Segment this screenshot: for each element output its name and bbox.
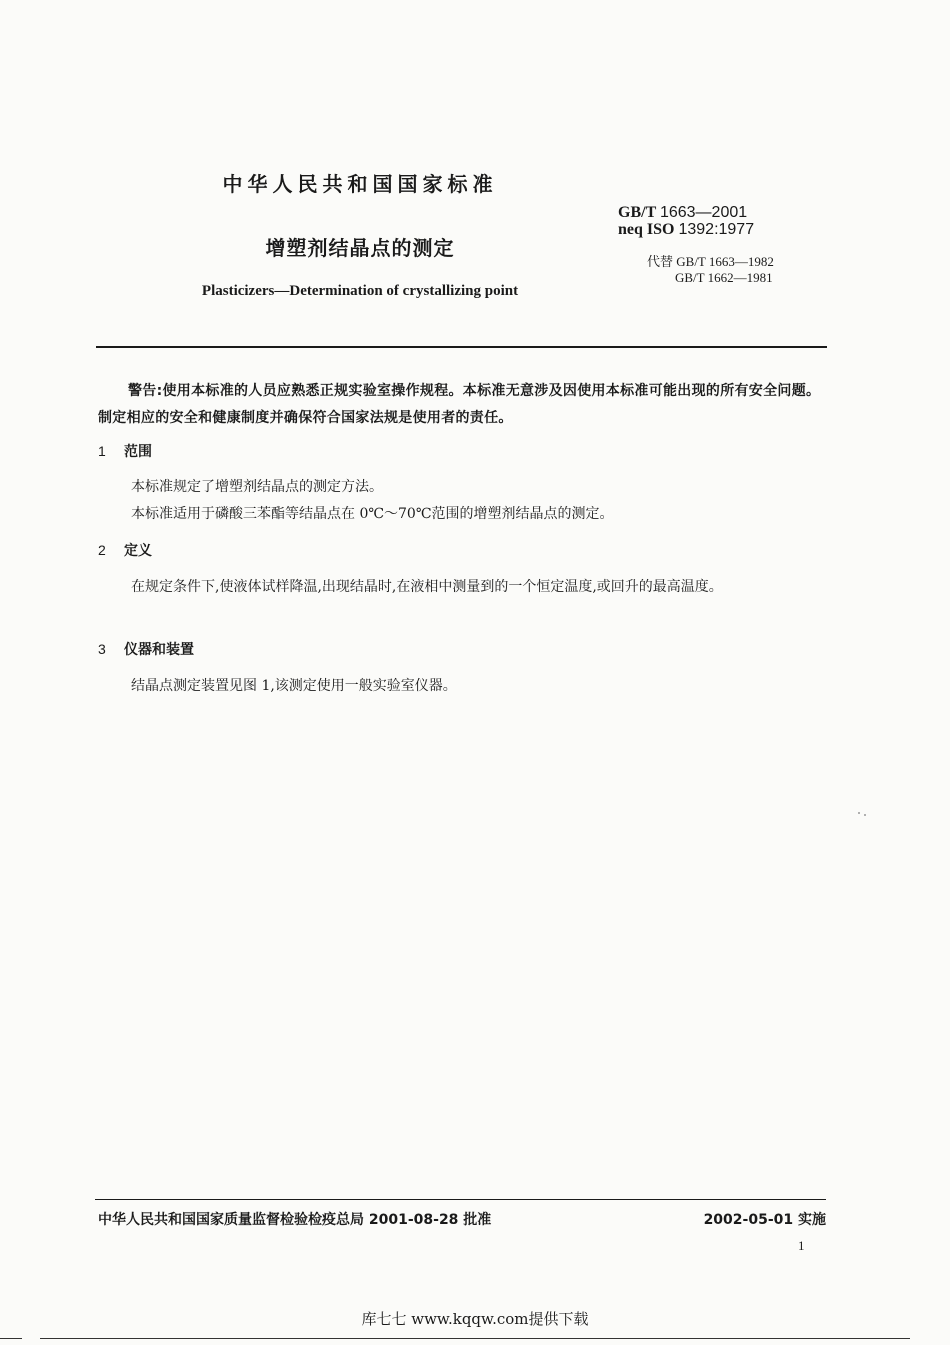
section-3-paragraph-1: 结晶点测定装置见图 1,该测定使用一般实验室仪器。 [131, 678, 457, 694]
section-1-number: 1 [98, 443, 106, 459]
adoption-prefix: neq ISO [618, 221, 675, 238]
page-number: 1 [798, 1238, 805, 1253]
document-title-en: Plasticizers—Determination of crystallizing point [201, 283, 519, 299]
section-2-number: 2 [98, 542, 106, 558]
section-3-title: 仪器和装置 [124, 642, 194, 658]
section-3-heading [98, 639, 194, 659]
footer-divider [95, 1199, 826, 1200]
header-divider [96, 346, 827, 348]
warning-paragraph: 警告:使用本标准的人员应熟悉正规实验室操作规程。本标准无意涉及因使用本标准可能出现的所有安全问题。制定相应的安全和健康制度并确保符合国家法规是使用者的责任。 [98, 383, 821, 426]
scan-speck [858, 812, 860, 814]
scan-edge-line-left [0, 1338, 22, 1339]
scan-speck [864, 814, 866, 816]
standard-number [618, 204, 754, 221]
download-watermark: 库七七 www.kqqw.com提供下载 [361, 1310, 589, 1328]
section-1-paragraph-2: 本标准适用于磷酸三苯酯等结晶点在 0℃～70℃范围的增塑剂结晶点的测定。 [131, 506, 614, 522]
section-3-number: 3 [98, 641, 106, 657]
scan-edge-line [40, 1338, 910, 1339]
section-1-heading [98, 441, 152, 461]
implementation-date: 2002-05-01 实施 [703, 1212, 826, 1228]
standard-code: 1663—2001 [659, 204, 748, 221]
replaces-standard-1: GB/T 1663—1982 [676, 254, 774, 269]
national-standard-heading: 中华人民共和国国家标准 [222, 172, 498, 196]
replaces-label: 代替 [647, 255, 674, 270]
section-1-paragraph-1: 本标准规定了增塑剂结晶点的测定方法。 [131, 479, 383, 495]
section-1-title: 范围 [124, 444, 152, 460]
approval-line: 中华人民共和国国家质量监督检验检疫总局 2001-08-28 批准 [98, 1212, 492, 1228]
section-2-heading [98, 540, 152, 560]
section-2-title: 定义 [124, 543, 152, 559]
document-title-cn: 增塑剂结晶点的测定 [265, 236, 455, 260]
adoption-code: 1392:1977 [678, 221, 755, 238]
section-2-paragraph-1: 在规定条件下,使液体试样降温,出现结晶时,在液相中测量到的一个恒定温度,或回升的最高温度。 [131, 579, 723, 595]
replaces-standard-2: GB/T 1662—1981 [675, 270, 773, 285]
standard-prefix: GB/T [618, 204, 656, 221]
